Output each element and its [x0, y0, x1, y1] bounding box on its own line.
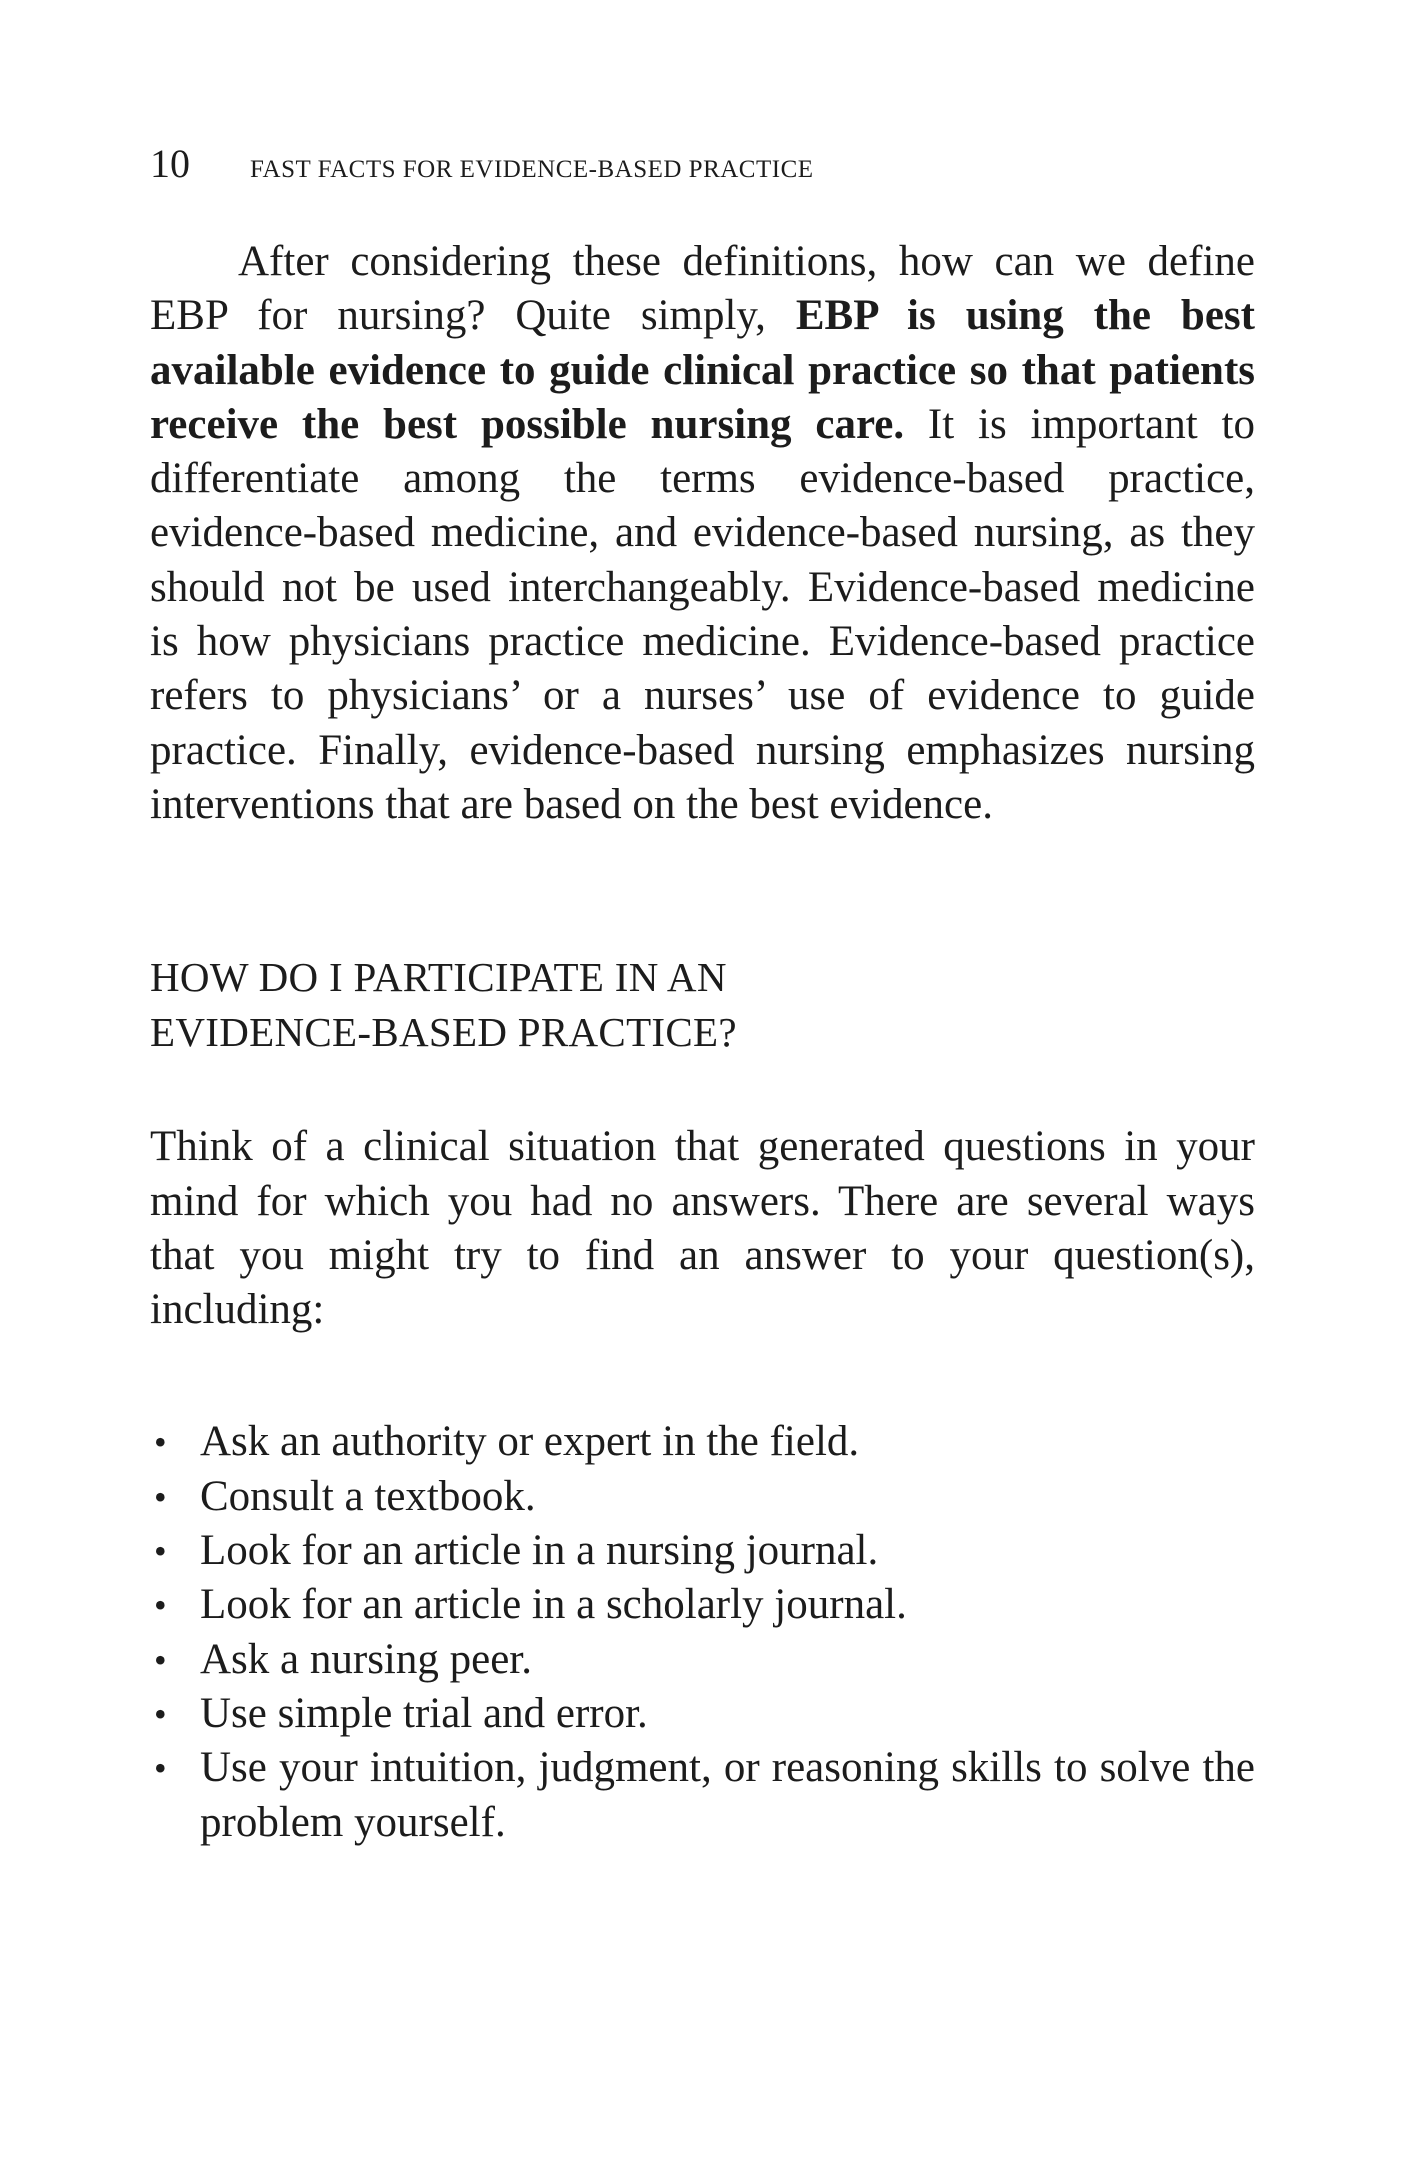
running-head [150, 140, 1260, 190]
list-item [150, 1578, 1255, 1632]
list-item-text: Use simple trial and error. [200, 1689, 648, 1737]
list-item-text: Ask a nursing peer. [200, 1635, 532, 1683]
section-intro-paragraph: Think of a clinical situation that generated questions in your mind for which you had no answers. There are several ways that you might try to find an answer to your question(s), including: [150, 1123, 1255, 1334]
bullet-icon: • [154, 1748, 167, 1789]
list-item [150, 1687, 1255, 1741]
page-content [150, 235, 1255, 1850]
bullet-icon: • [154, 1531, 167, 1572]
list-item [150, 1633, 1255, 1687]
list-item-text: Consult a textbook. [200, 1472, 536, 1520]
list-item-text: Ask an authority or expert in the field. [200, 1418, 860, 1466]
bullet-icon: • [154, 1476, 167, 1517]
definition-paragraph [150, 235, 1255, 832]
bullet-icon: • [154, 1693, 167, 1734]
bullet-icon: • [154, 1585, 167, 1626]
list-item [150, 1415, 1255, 1469]
answer-methods-list [150, 1415, 1255, 1849]
list-item-text: Use your intuition, judgment, or reasoning skills to solve the problem yourself. [200, 1744, 1255, 1846]
page-number: 10 [150, 141, 190, 186]
list-item-text: Look for an article in a scholarly journal. [200, 1581, 907, 1629]
bullet-icon: • [154, 1422, 167, 1463]
list-item [150, 1741, 1255, 1850]
list-item-text: Look for an article in a nursing journal. [200, 1527, 879, 1575]
section-heading-line-2: EVIDENCE-BASED PRACTICE? [150, 1009, 737, 1056]
ebp-definition-bold: EBP is using the best available evidence to guide clinical practice so that patients receive the best possible nursing care. [150, 292, 1255, 448]
list-item [150, 1470, 1255, 1524]
section-heading [150, 950, 1255, 1060]
bullet-icon: • [154, 1639, 167, 1680]
paragraph-text-after: It is important to differentiate among the terms evidence-based practice, evidence-based medicine, and evidence-based nursing, as they should not be used interchangeably. Evidence-based medicine is how physicians practice medicine. Evidence-based practice refers to physicians’ or a nurses’ use of evidence to guide practice. Finally, evidence-based nursing emphasizes nursing interventions that are based on the best evidence. [150, 400, 1255, 828]
list-item [150, 1524, 1255, 1578]
section-heading-line-1: HOW DO I PARTICIPATE IN AN [150, 954, 727, 1001]
paragraph-text-before: After considering these definitions, how can we define EBP for nursing? Quite simply, [150, 238, 1255, 340]
running-title: FAST FACTS FOR EVIDENCE-BASED PRACTICE [250, 156, 814, 183]
